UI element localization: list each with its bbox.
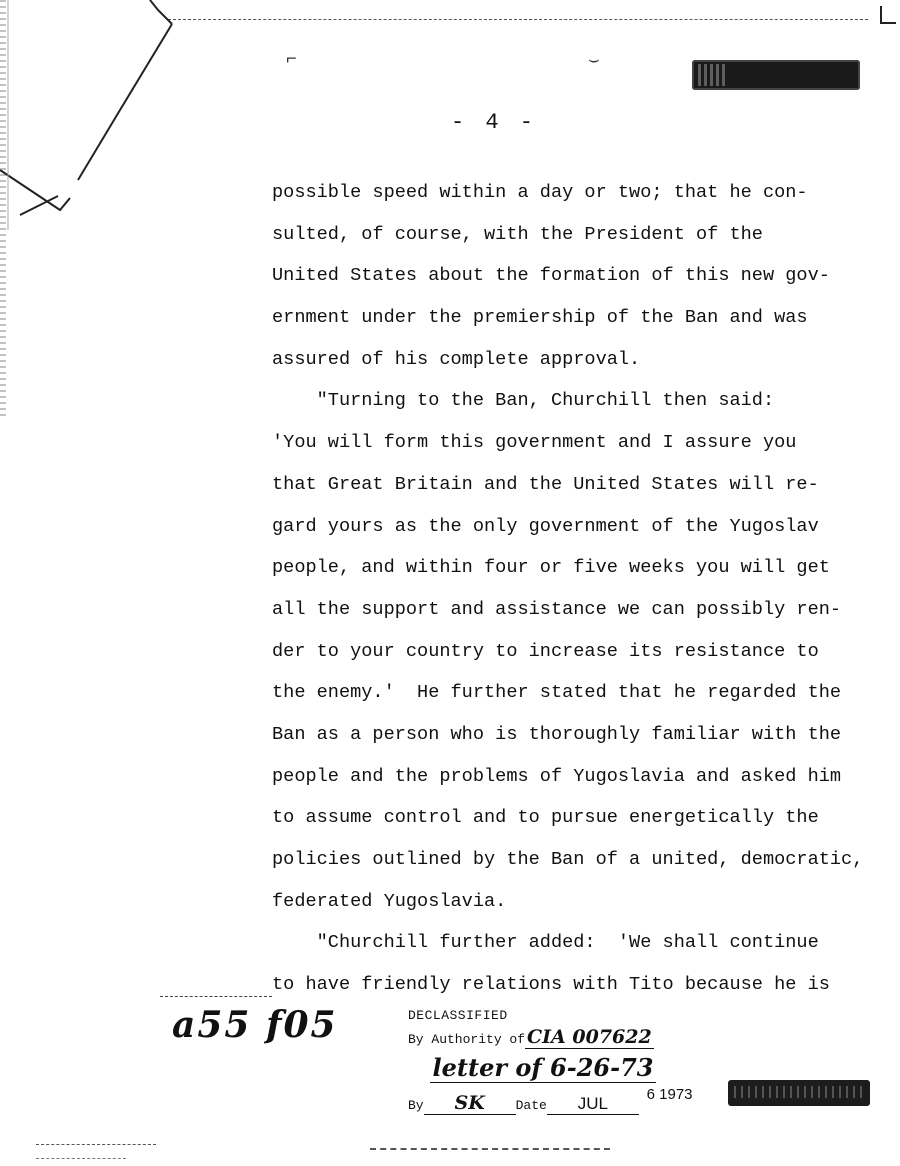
body-line: "Churchill further added: 'We shall continue xyxy=(272,932,819,954)
corner-tick-mark xyxy=(880,6,896,24)
declassified-label: DECLASSIFIED xyxy=(408,1008,508,1023)
body-line: "Turning to the Ban, Churchill then said: xyxy=(272,390,775,412)
body-line: that Great Britain and the United States will re- xyxy=(272,473,819,495)
body-line: 'You will form this government and I assure you xyxy=(272,432,797,454)
by-label: By xyxy=(408,1098,424,1113)
body-line: ernment under the premiership of the Ban and was xyxy=(272,307,808,329)
body-line: people and the problems of Yugoslavia and asked him xyxy=(272,765,842,787)
body-line: der to your country to increase its resistance to xyxy=(272,640,819,662)
body-line: the enemy.' He further stated that he regarded the xyxy=(272,682,842,704)
top-dashed-rule xyxy=(168,19,868,20)
body-line: policies outlined by the Ban of a united, democratic, xyxy=(272,849,864,870)
body-line: Ban as a person who is thoroughly familiar with the xyxy=(272,723,842,745)
authority-value: CIA 007622 xyxy=(527,1026,652,1048)
declassification-heading xyxy=(408,1006,508,1026)
authority-label: By Authority of xyxy=(408,1032,526,1047)
classification-stamp-bottom-redacted xyxy=(728,1080,870,1106)
punch-mark-right: ⌣ xyxy=(588,51,600,71)
body-line: United States about the formation of this new gov- xyxy=(272,265,830,287)
body-line: people, and within four or five weeks you will get xyxy=(272,557,830,579)
bottom-dashed-rule xyxy=(36,1158,126,1159)
date-value: JUL xyxy=(547,1094,639,1115)
body-line: to assume control and to pursue energetically the xyxy=(272,807,819,829)
date-label: Date xyxy=(515,1098,547,1113)
by-initials: SK xyxy=(424,1092,516,1115)
bottom-dashed-rule xyxy=(36,1144,156,1145)
bottom-dashed-rule xyxy=(370,1148,610,1150)
authority-line xyxy=(408,1026,654,1048)
by-date-line xyxy=(408,1086,693,1115)
body-line: federated Yugoslavia. xyxy=(272,890,507,912)
punch-mark-left: ⌐ xyxy=(286,50,297,70)
body-line: possible speed within a day or two; that he con- xyxy=(272,182,808,203)
body-line: gard yours as the only government of the Yugoslav xyxy=(272,515,819,537)
margin-dashed-rule xyxy=(160,996,272,997)
classification-stamp-redacted xyxy=(692,60,860,90)
authority-letter-reference: letter of 6-26-73 xyxy=(430,1054,656,1083)
body-line: sulted, of course, with the President of the xyxy=(272,223,763,245)
page-number: - 4 - xyxy=(450,110,537,135)
body-line: all the support and assistance we can possibly ren- xyxy=(272,598,842,620)
handwritten-margin-note: a55 f05 xyxy=(172,1004,338,1046)
body-line: assured of his complete approval. xyxy=(272,348,641,370)
date-day-year: 6 1973 xyxy=(646,1086,693,1103)
body-line: to have friendly relations with Tito because he is xyxy=(272,974,830,996)
body-text xyxy=(272,172,872,1006)
